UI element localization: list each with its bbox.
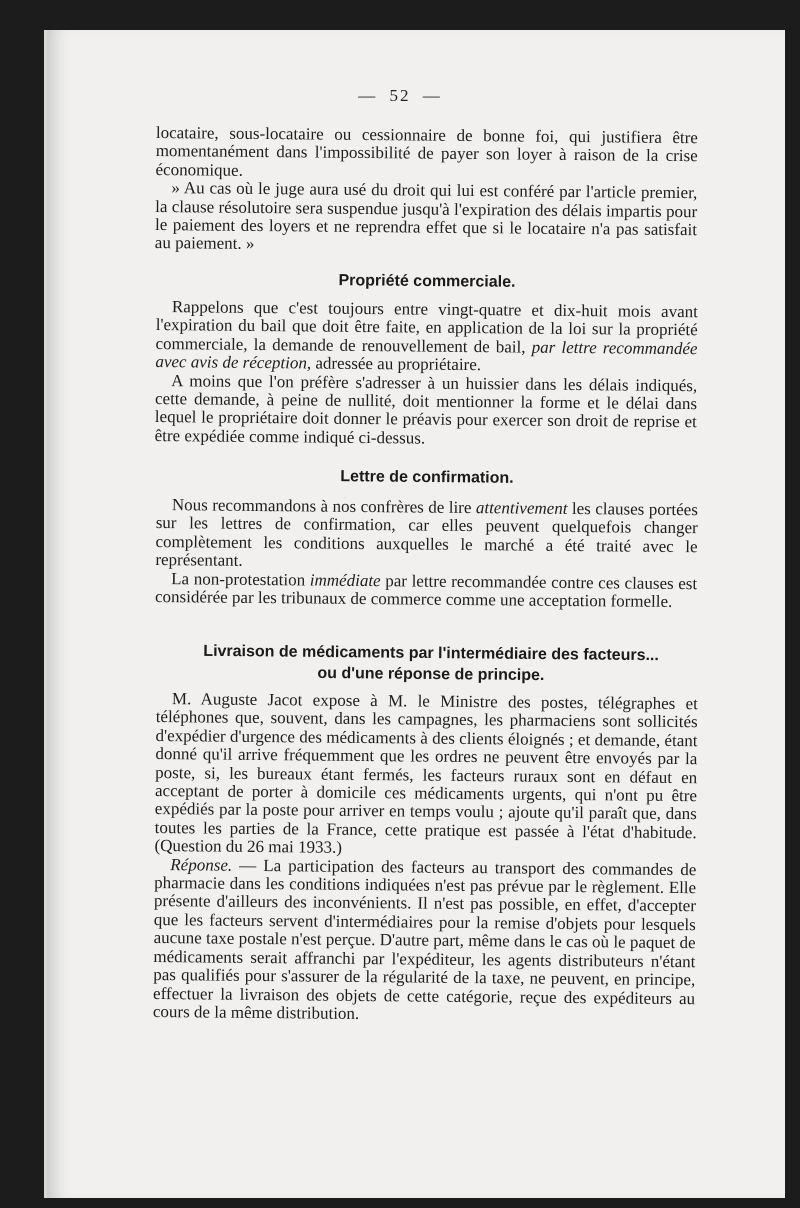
text-run: les clauses portées sur les lettres de confirmation, car elles peuvent quelquefois changer complètement les conditions auxquelles le marché a été traité avec le représentant. xyxy=(155,498,698,571)
paragraph: A moins que l'on préfère s'adresser à un huissier dans les délais indiqués, cette demande, à peine de nullité, doit mentionner la forme et le délai dans lequel le propriétaire doit donner le préavis pour exercer son droit de reprise et être expédiée comme indiqué ci-dessus. xyxy=(154,370,698,448)
text-run: — La participation des facteurs au transport des commandes de pharmacie dans les conditions indiquées n'est pas prévue par le règlement. Elle présente d'ailleurs des inconvénients. Il n'est pas possible, en effet, d'accepter que les facteurs servent d'intermédiaires pour la remise d'objets pour lesquels aucune taxe postale n'est perçue. D'autre part, même dans le cas où le paquet de médicaments serait affranchi par l'expéditeur, les agents distributeurs n'étant pas qualifiés pour s'assurer de la régularité de la taxe, ne peuvent, en principe, effectuer la livraison des objets de cette catégorie, reçue des expéditeurs au cours de la même distribution. xyxy=(152,855,697,1023)
text-run: par lettre recommandée contre ces clauses est considérée par les tribunaux de commerce comme une acceptation formelle. xyxy=(154,570,698,611)
page-number: — 52 — xyxy=(358,86,442,105)
paragraph: M. Auguste Jacot expose à M. le Ministre des postes, télégraphes et téléphones que, souvent, dans les campagnes, les pharmaciens sont sollicités d'expédier d'urgence des médicaments à des clients éloignés ; et demande, étant donné qu'il arrive fréquemment que les ordres ne peuvent être envoyés par la poste, si, les bureaux étant fermés, les facteurs ruraux sont en défaut en acceptant de porter à domicile ces médicaments urgents, qui n'ont pu être expédiés par la poste pour arriver en temps voulu ; ajoute qu'il paraît que, dans toutes les parties de la France, cette pratique est passée à l'état d'habitude. (Question du 26 mai 1933.) xyxy=(154,689,698,858)
section-heading: Lettre de confirmation. xyxy=(340,468,514,487)
text-run: adressée au propriétaire. xyxy=(311,353,482,375)
paragraph xyxy=(155,496,698,575)
section-heading: Propriété commerciale. xyxy=(338,272,516,291)
paragraph: locataire, sous-locataire ou cessionnaire de bonne foi, qui justifiera être momentanément dans l'impossibilité de payer son loyer à raison de la crise économique. xyxy=(155,123,698,180)
paragraph xyxy=(153,856,697,1027)
section-propriete xyxy=(155,298,698,450)
emphasis-text: attentivement xyxy=(475,498,568,518)
text-run: Rappelons que c'est toujours entre vingt-quatre et dix-huit mois avant l'expiration du bail que doit être faite, en application de la loi sur la propriété commerciale, la demande de renouvellement de bail, xyxy=(155,297,698,357)
emphasis-text: immédiate xyxy=(309,570,381,590)
text-run: La non-protestation xyxy=(171,568,310,590)
emphasis-text: par lettre recommandée avec avis de réception, xyxy=(155,337,698,373)
section-confirmation xyxy=(155,496,698,612)
section-intro xyxy=(155,124,698,258)
section-heading xyxy=(156,640,706,687)
heading-livraison-medicaments xyxy=(156,640,706,687)
paragraph xyxy=(155,570,697,612)
heading-line: Livraison de médicaments par l'intermédiaire des facteurs... xyxy=(203,642,659,665)
heading-line: ou d'une réponse de principe. xyxy=(317,664,545,685)
paragraph xyxy=(155,298,698,377)
text-run: Nous recommandons à nos confrères de lire xyxy=(171,495,476,518)
emphasis-text: Réponse. xyxy=(170,854,233,875)
paragraph: » Au cas où le juge aura usé du droit qui lui est conféré par l'article premier, la clause résolutoire sera suspendue jusqu'à l'expiration des délais impartis pour le paiement des loyers et ne reprendra effet que si le locataire n'a pas satisfait au paiement. » xyxy=(154,178,698,254)
section-livraison xyxy=(153,690,698,1027)
